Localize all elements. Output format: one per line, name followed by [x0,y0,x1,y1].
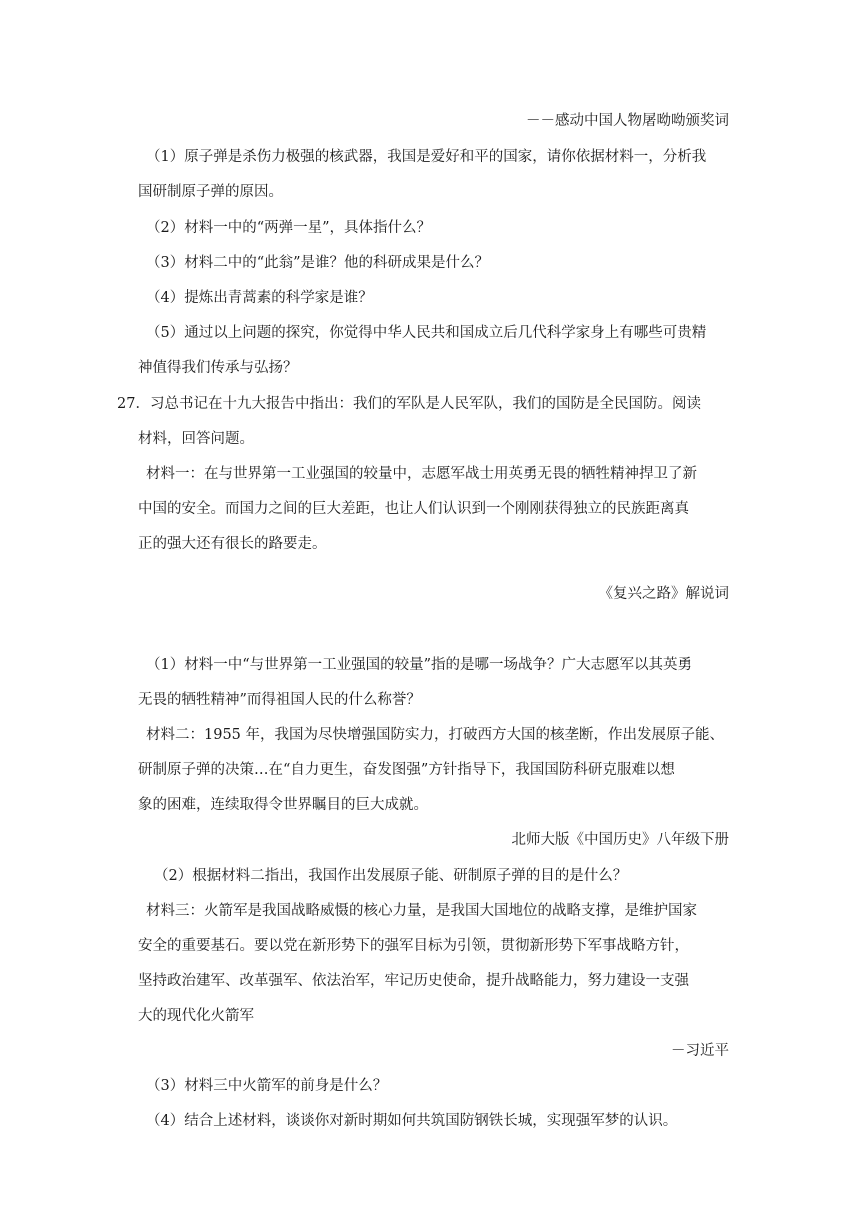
q27-material2-line3: 象的困难，连续取得令世界瞩目的巨大成就。 [138,797,428,813]
q26-source-attribution: －－感动中国人物屠呦呦颁奖词 [526,113,729,129]
q26-sub5-line1: （5）通过以上问题的探究，你觉得中华人民共和国成立后几代科学家身上有哪些可贵精 [146,325,707,341]
q27-material1-line1: 材料一：在与世界第一工业强国的较量中，志愿军战士用英勇无畏的牺牲精神捍卫了新 [146,466,697,482]
q27-sub1-line2: 无畏的牺牲精神”而得祖国人民的什么称誉？ [138,692,421,708]
q26-sub3: （3）材料二中的“此翁”是谁？他的科研成果是什么？ [146,255,490,271]
q27-stem-line2: 材料，回答问题。 [138,431,254,447]
q27-material2-line2: 研制原子弹的决策…在“自力更生，奋发图强”方针指导下，我国国防科研克服难以想 [138,762,675,778]
q27-material3-line3: 坚持政治建军、改革强军、依法治军，牢记历史使命，提升战略能力，努力建设一支强 [138,973,689,989]
q27-material3-line1: 材料三：火箭军是我国战略威慑的核心力量，是我国大国地位的战略支撑，是维护国家 [146,903,697,919]
q26-sub1-line1: （1）原子弹是杀伤力极强的核武器，我国是爱好和平的国家，请你依据材料一，分析我 [146,149,707,165]
q26-sub1-line2: 国研制原子弹的原因。 [138,184,283,200]
q27-sub4: （4）结合上述材料，谈谈你对新时期如何共筑国防钢铁长城，实现强军梦的认识。 [146,1113,678,1129]
q26-sub2: （2）材料一中的“两弹一星”，具体指什么？ [146,220,432,236]
q27-material3-line4: 大的现代化火箭军 [138,1008,254,1024]
q26-sub4: （4）提炼出青蒿素的科学家是谁？ [146,290,373,306]
q27-material2-line1: 材料二：1955 年，我国为尽快增强国防实力，打破西方大国的核垄断，作出发展原子能、 [146,727,725,743]
q27-material1-line2: 中国的安全。而国力之间的巨大差距，也让人们认识到一个刚刚获得独立的民族距离真 [138,501,689,517]
q26-sub5-line2: 神值得我们传承与弘扬？ [138,360,298,376]
q27-material1-source: 《复兴之路》解说词 [598,586,729,602]
q27-material1-line3: 正的强大还有很长的路要走。 [138,536,327,552]
q27-material2-source: 北师大版《中国历史》八年级下册 [511,832,729,848]
q27-sub2: （2）根据材料二指出，我国作出发展原子能、研制原子弹的目的是什么？ [154,868,628,884]
q27-sub3: （3）材料三中火箭军的前身是什么？ [146,1078,388,1094]
q27-sub1-line1: （1）材料一中“与世界第一工业强国的较量”指的是哪一场战争？广大志愿军以其英勇 [146,657,693,673]
q27-material3-line2: 安全的重要基石。要以党在新形势下的强军目标为引领，贯彻新形势下军事战略方针， [138,938,689,954]
q27-stem-line1: 27．习总书记在十九大报告中指出：我们的军队是人民军队，我们的国防是全民国防。阅读 [117,396,701,412]
q27-material3-source: －习近平 [671,1043,729,1059]
